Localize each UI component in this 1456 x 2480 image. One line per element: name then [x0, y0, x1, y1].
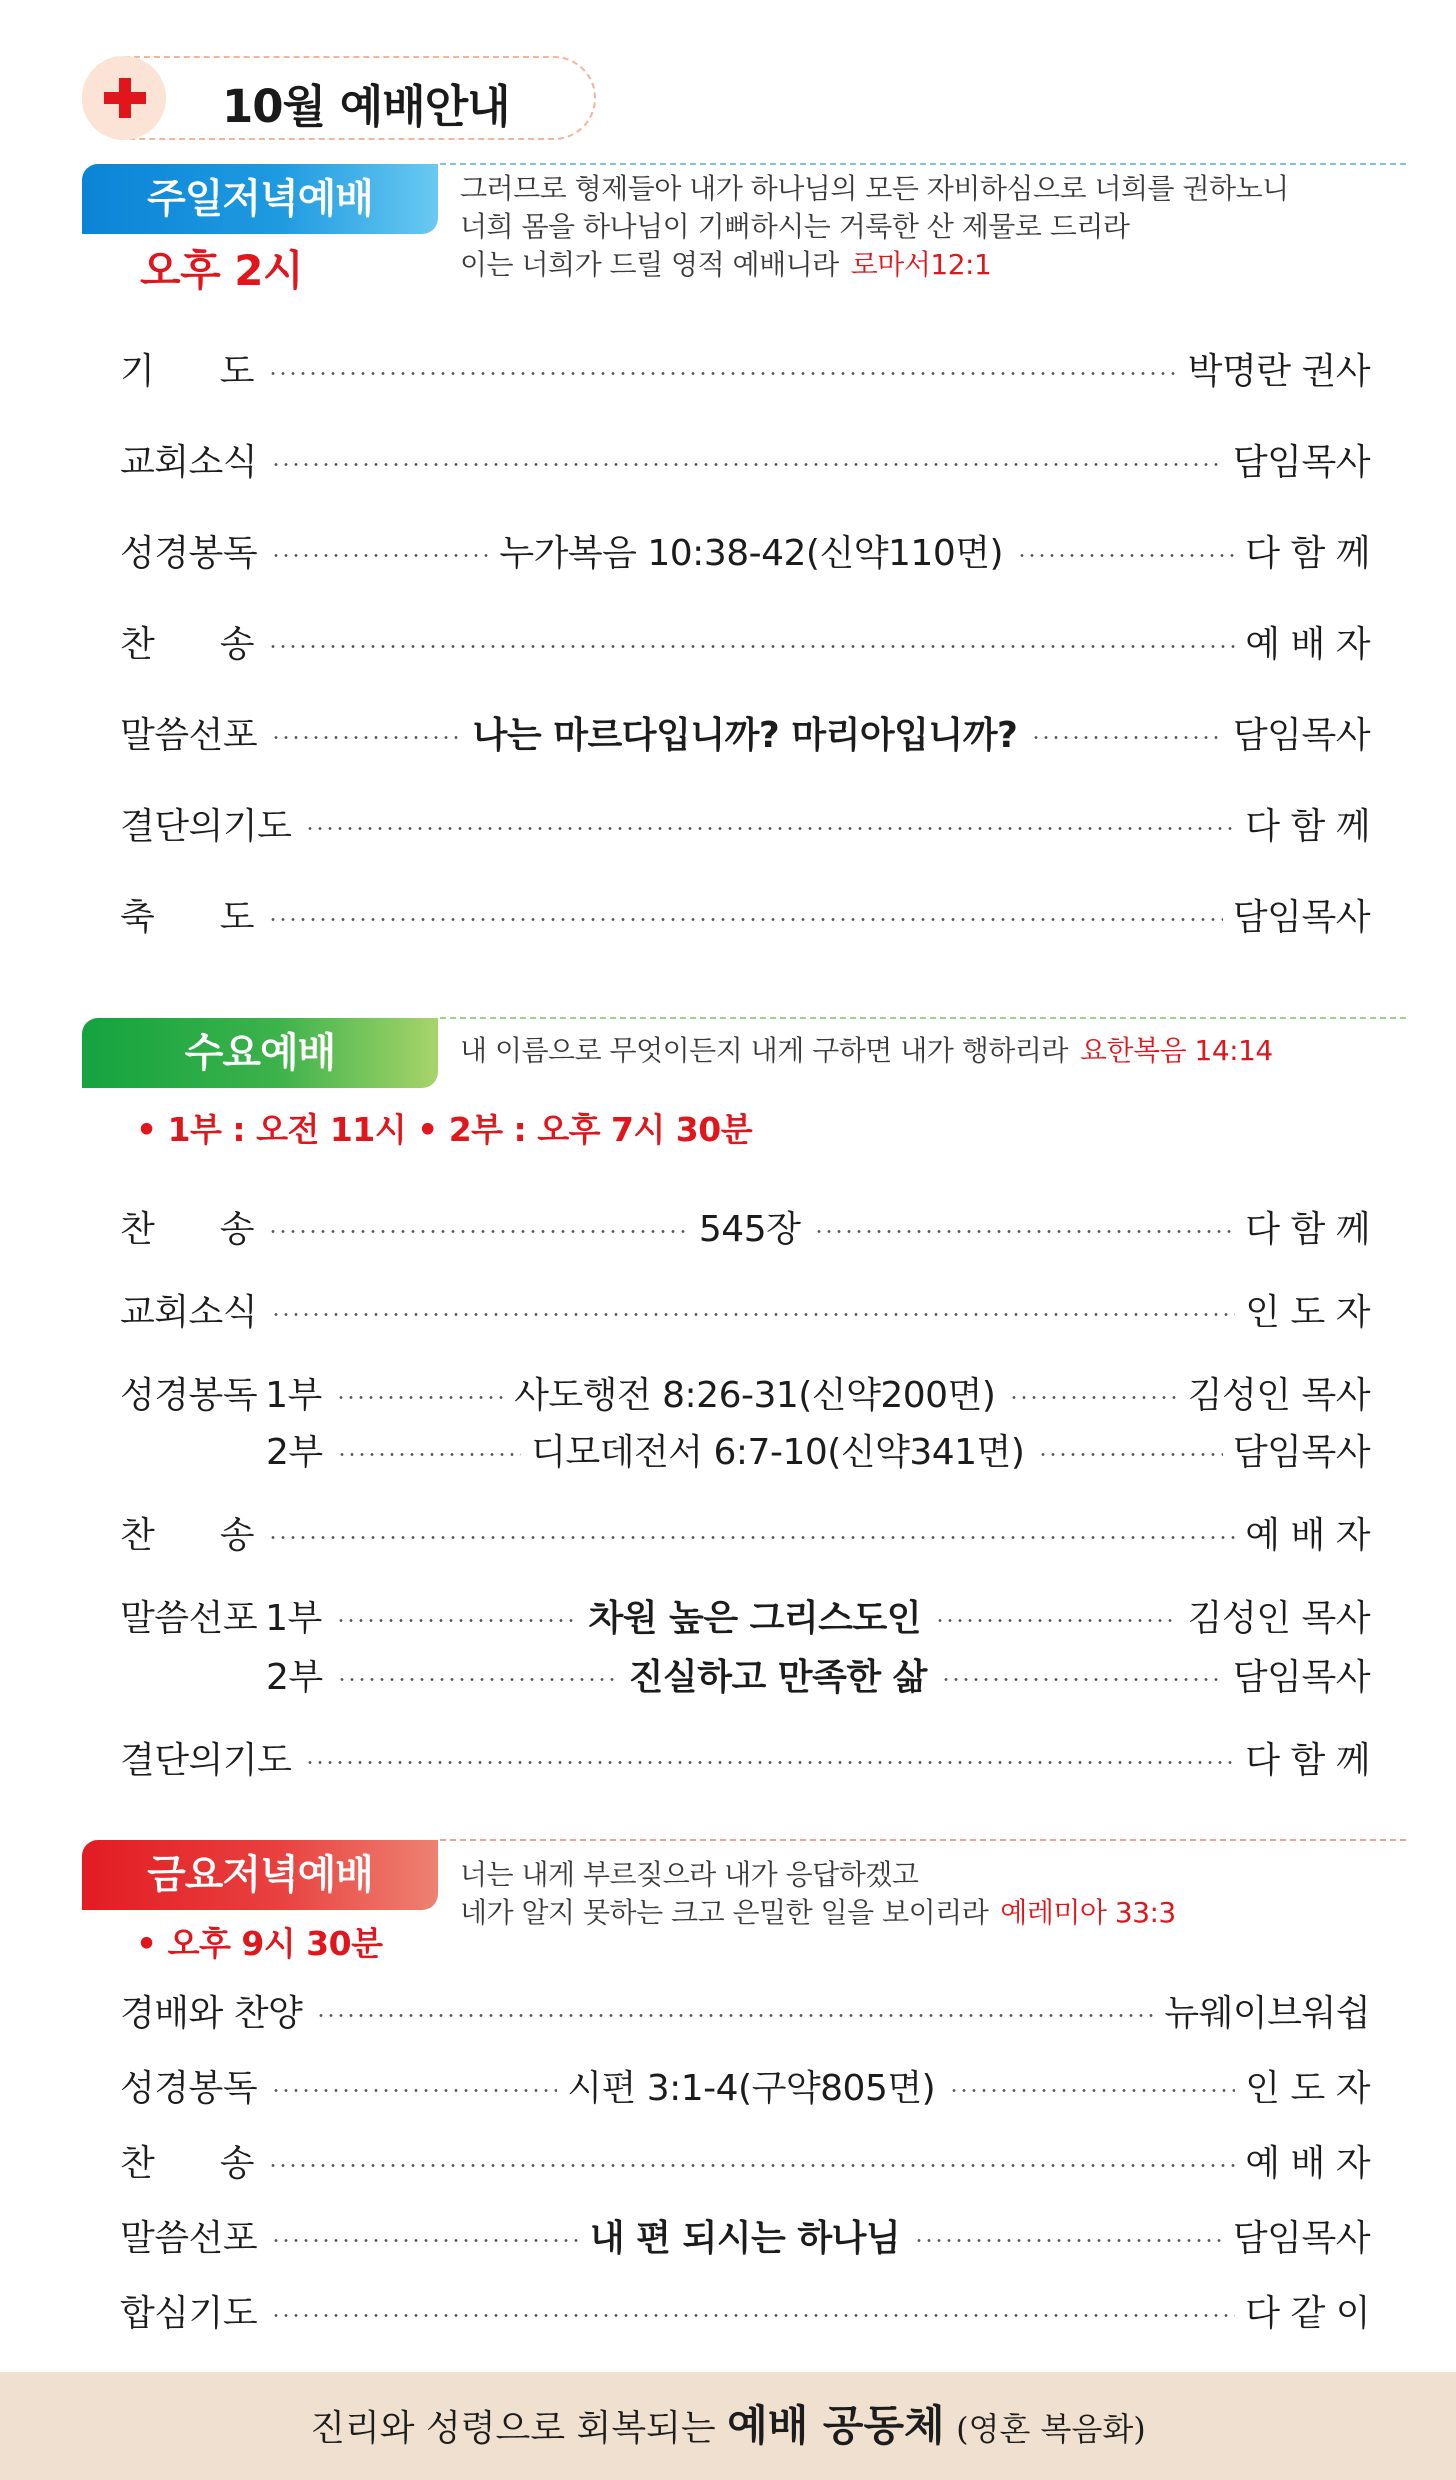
dot-leader: [305, 827, 1235, 830]
row-person: 다 함 께: [1245, 1208, 1370, 1250]
row-label: 교회소식: [120, 1291, 258, 1333]
sunday-verse: [460, 170, 1289, 284]
program-row-hymn: [120, 2132, 1370, 2188]
sunday-divider: [440, 163, 1406, 165]
dot-leader: [268, 918, 1223, 921]
row-person: 뉴웨이브워쉽: [1164, 1992, 1370, 2034]
footer-note: (영혼 복음화): [956, 2410, 1146, 2448]
dot-leader: [268, 1230, 689, 1233]
program-row-benediction: [120, 886, 1370, 942]
row-content: 사도행전 8:26-31(신약200면): [514, 1374, 996, 1416]
dot-leader: [268, 645, 1235, 648]
program-row-united-prayer: [120, 2282, 1370, 2338]
program-row-sermon: [120, 2207, 1370, 2263]
wednesday-section-title: 수요예배: [82, 1018, 438, 1088]
row-person: 담임목사: [1232, 714, 1371, 756]
row-person: 다 함 께: [1245, 805, 1370, 847]
part-label: 2부: [266, 1656, 323, 1698]
friday-divider: [440, 1839, 1406, 1841]
program-row-announcements: [120, 1281, 1370, 1337]
row-person: 예 배 자: [1245, 2142, 1370, 2184]
wednesday-divider: [440, 1017, 1406, 1019]
row-person: 인 도 자: [1245, 2067, 1371, 2109]
row-person: 담임목사: [1232, 1431, 1370, 1473]
cross-icon: [82, 56, 166, 140]
dot-leader: [271, 736, 463, 739]
dot-leader: [271, 2314, 1235, 2317]
program-row-scripture: [120, 2057, 1370, 2113]
program-row-scripture-part1: [120, 1364, 1370, 1420]
dot-leader: [271, 1313, 1235, 1316]
dot-leader: [337, 1678, 619, 1681]
verse-reference: 요한복음 14:14: [1079, 1034, 1273, 1067]
program-row-praise-worship: [120, 1982, 1370, 2038]
program-row-sermon-part1: [120, 1587, 1370, 1643]
row-label: 성경봉독: [120, 532, 258, 574]
row-label: 기 도: [120, 350, 254, 392]
row-label: 찬 송: [120, 1208, 254, 1250]
row-person: 담임목사: [1232, 1656, 1371, 1698]
dot-leader: [336, 1396, 504, 1399]
program-row-scripture: [120, 522, 1370, 578]
row-person: 예 배 자: [1245, 623, 1370, 665]
verse-reference: 예레미아 33:3: [1000, 1896, 1176, 1929]
row-label: 찬 송: [120, 2142, 254, 2184]
row-person: 김성인 목사: [1187, 1374, 1371, 1416]
part-label: 1부: [265, 1374, 322, 1416]
verse-line: 내 이름으로 무엇이든지 내게 구하면 내가 행하리라: [460, 1034, 1068, 1067]
row-content: 디모데전서 6:7-10(신약341면): [531, 1431, 1025, 1473]
verse-line: 네가 알지 못하는 크고 은밀한 일을 보이리라: [460, 1896, 989, 1929]
dot-leader: [935, 1619, 1178, 1622]
program-row-sermon-part2: [120, 1646, 1370, 1702]
row-label: 경배와 찬양: [120, 1992, 303, 2034]
sunday-section-title: 주일저녁예배: [82, 164, 438, 234]
dot-leader: [268, 372, 1178, 375]
verse-reference: 로마서12:1: [850, 248, 992, 281]
row-person: 담임목사: [1232, 441, 1370, 483]
sermon-title: 차원 높은 그리스도인: [588, 1597, 922, 1639]
row-content: 시편 3:1-4(구약805면): [567, 2067, 936, 2109]
row-label: 찬 송: [120, 1514, 254, 1556]
row-person: 박명란 권사: [1187, 350, 1370, 392]
program-row-decision-prayer: [120, 795, 1370, 851]
row-label: 성경봉독: [120, 1374, 258, 1416]
part-label: 2부: [266, 1431, 323, 1473]
dot-leader: [271, 554, 489, 557]
dot-leader: [271, 2089, 557, 2092]
dot-leader: [271, 463, 1223, 466]
dot-leader: [914, 2239, 1223, 2242]
row-person: 다 함 께: [1245, 532, 1370, 574]
row-label: 교회소식: [120, 441, 258, 483]
program-row-sermon: [120, 704, 1370, 760]
row-label: 말씀선포: [120, 1597, 258, 1639]
verse-line: 너는 내게 부르짖으라 내가 응답하겠고: [460, 1858, 919, 1891]
sunday-time: 오후 2시: [140, 246, 304, 295]
row-content: 누가복음 10:38-42(신약110면): [499, 532, 1004, 574]
row-label: 찬 송: [120, 623, 254, 665]
verse-line: 이는 너희가 드릴 영적 예배니라 로마서12:1: [460, 248, 992, 281]
row-person: 담임목사: [1232, 896, 1370, 938]
row-label: 성경봉독: [120, 2067, 258, 2109]
footer-text: 진리와 성령으로 회복되는: [310, 2408, 716, 2449]
friday-section-title: 금요저녁예배: [82, 1840, 438, 1910]
dot-leader: [305, 1761, 1235, 1764]
dot-leader: [941, 1678, 1223, 1681]
row-label: 축 도: [120, 896, 254, 938]
footer-emphasis: 예배 공동체: [727, 2401, 945, 2450]
row-label: 합심기도: [120, 2292, 258, 2334]
row-content: 545장: [698, 1208, 801, 1250]
footer-motto: [0, 2372, 1456, 2480]
row-person: 다 함 께: [1245, 1739, 1370, 1781]
part-label: 1부: [265, 1597, 322, 1639]
friday-time: • 오후 9시 30분: [136, 1924, 383, 1963]
verse-line: 그러므로 형제들아 내가 하나님의 모든 자비하심으로 너희를 권하노니: [460, 172, 1289, 205]
dot-leader: [271, 2239, 580, 2242]
wednesday-verse: [460, 1032, 1273, 1070]
dot-leader: [1038, 1453, 1223, 1456]
dot-leader: [1017, 554, 1235, 557]
dot-leader: [336, 1619, 579, 1622]
sermon-title: 나는 마르다입니까? 마리아입니까?: [472, 714, 1018, 756]
dot-leader: [268, 2164, 1235, 2167]
row-person: 인 도 자: [1245, 1291, 1370, 1333]
dot-leader: [337, 1453, 522, 1456]
program-row-announcements: [120, 431, 1370, 487]
sermon-title: 내 편 되시는 하나님: [589, 2217, 901, 2259]
dot-leader: [949, 2089, 1235, 2092]
dot-leader: [316, 2014, 1154, 2017]
row-person: 김성인 목사: [1187, 1597, 1370, 1639]
row-label: 결단의기도: [120, 805, 292, 847]
friday-verse: [460, 1856, 1176, 1932]
program-row-prayer: [120, 340, 1370, 396]
sermon-title: 진실하고 만족한 삶: [628, 1656, 927, 1698]
program-row-hymn: [120, 613, 1370, 669]
row-person: 예 배 자: [1245, 1514, 1370, 1556]
program-row-scripture-part2: [120, 1421, 1370, 1477]
program-row-hymn: [120, 1198, 1370, 1254]
verse-line: 너희 몸을 하나님이 기뻐하시는 거룩한 산 제물로 드리라: [460, 210, 1130, 243]
row-person: 다 같 이: [1245, 2292, 1370, 2334]
dot-leader: [814, 1230, 1235, 1233]
row-person: 담임목사: [1232, 2217, 1370, 2259]
page-title: 10월 예배안내: [222, 80, 510, 133]
program-row-hymn: [120, 1504, 1370, 1560]
wednesday-times: • 1부 : 오전 11시 • 2부 : 오후 7시 30분: [136, 1110, 753, 1149]
row-label: 결단의기도: [120, 1739, 292, 1781]
dot-leader: [1031, 736, 1223, 739]
row-label: 말씀선포: [120, 2217, 258, 2259]
program-row-decision-prayer: [120, 1729, 1370, 1785]
dot-leader: [268, 1536, 1235, 1539]
row-label: 말씀선포: [120, 714, 258, 756]
dot-leader: [1009, 1396, 1177, 1399]
